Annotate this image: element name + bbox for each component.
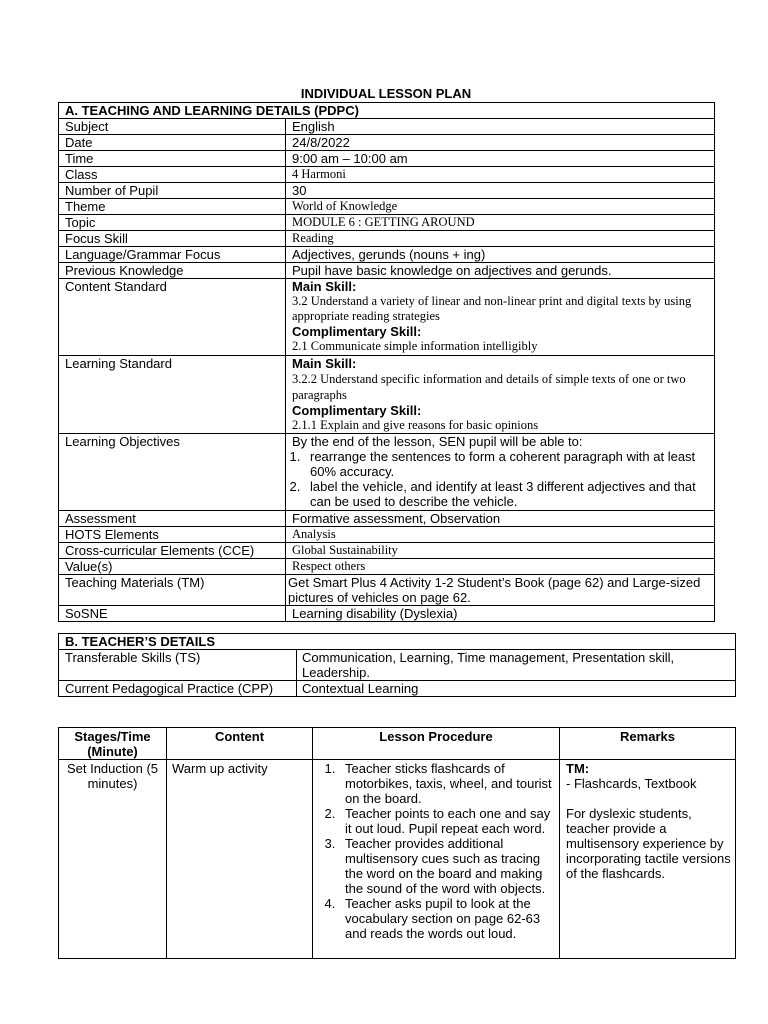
objective-item: 1. rearrange the sentences to form a coherent paragraph with at least 60% accuracy. xyxy=(304,449,714,479)
document-title: INDIVIDUAL LESSON PLAN xyxy=(300,86,472,101)
assessment-label: Assessment xyxy=(59,511,286,527)
content-comp-skill-text: 2.1 Communicate simple information intelligibly xyxy=(292,339,538,353)
procedure-header: Lesson Procedure xyxy=(313,728,560,760)
procedure-step: 2. Teacher points to each one and say it out loud. Pupil repeat each word. xyxy=(339,806,557,836)
previous-knowledge-value: Pupil have basic knowledge on adjectives and gerunds. xyxy=(286,263,715,279)
topic-label: Topic xyxy=(59,215,286,231)
remarks-header: Remarks xyxy=(560,728,736,760)
objective-item: 2. label the vehicle, and identify at least 3 different adjectives and that can be used to describe the vehicle. xyxy=(304,479,714,509)
learning-main-skill-text: 3.2.2 Understand specific information and details of simple texts of one or two paragraphs xyxy=(292,372,686,402)
time-value: 9:00 am – 10:00 am xyxy=(286,151,715,167)
previous-knowledge-label: Previous Knowledge xyxy=(59,263,286,279)
procedure-step: 3. Teacher provides additional multisensory cues such as tracing the word on the board and making the sound of the word with objects. xyxy=(339,836,557,896)
cpp-label: Current Pedagogical Practice (CPP) xyxy=(59,681,297,697)
class-value: 4 Harmoni xyxy=(286,167,715,183)
remarks-tm-heading: TM: xyxy=(566,761,590,776)
remarks-tm-text: - Flashcards, Textbook xyxy=(566,776,697,791)
topic-value: MODULE 6 : GETTING AROUND xyxy=(286,215,715,231)
date-value: 24/8/2022 xyxy=(286,135,715,151)
focus-skill-label: Focus Skill xyxy=(59,231,286,247)
section-b-heading: B. TEACHER’S DETAILS xyxy=(59,634,736,650)
grammar-focus-value: Adjectives, gerunds (nouns + ing) xyxy=(286,247,715,263)
lesson-procedure-table xyxy=(58,727,736,959)
learning-comp-skill-text: 2.1.1 Explain and give reasons for basic opinions xyxy=(292,418,539,432)
focus-skill-value: Reading xyxy=(286,231,715,247)
ts-value: Communication, Learning, Time management, Presentation skill, Leadership. xyxy=(297,650,736,681)
procedure-step: 4. Teacher asks pupil to look at the vocabulary section on page 62-63 and reads the words out loud. xyxy=(339,896,557,941)
learning-comp-skill-heading: Complimentary Skill: xyxy=(292,403,422,418)
teacher-details-table xyxy=(58,633,736,697)
pupils-value: 30 xyxy=(286,183,715,199)
subject-label: Subject xyxy=(59,119,286,135)
learning-main-skill-heading: Main Skill: xyxy=(292,356,357,371)
content-main-skill-text: 3.2 Understand a variety of linear and non-linear print and digital texts by using appropriate reading strategies xyxy=(292,294,692,323)
assessment-value: Formative assessment, Observation xyxy=(286,511,715,527)
theme-value: World of Knowledge xyxy=(286,199,715,215)
stage-cell: Set Induction (5 minutes) xyxy=(59,760,167,959)
teaching-details-table xyxy=(58,102,715,622)
materials-value: Get Smart Plus 4 Activity 1-2 Student’s Book (page 62) and Large-sized pictures of vehicles on page 62. xyxy=(286,575,715,606)
pupils-label: Number of Pupil xyxy=(59,183,286,199)
sosne-label: SoSNE xyxy=(59,606,286,622)
content-main-skill-heading: Main Skill: xyxy=(292,279,357,294)
learning-standard-value xyxy=(286,356,715,434)
learning-objectives-label: Learning Objectives xyxy=(59,434,286,511)
procedure-step: 1. Teacher sticks flashcards of motorbikes, taxis, wheel, and tourist on the board. xyxy=(339,761,557,806)
content-header: Content xyxy=(167,728,313,760)
grammar-focus-label: Language/Grammar Focus xyxy=(59,247,286,263)
theme-label: Theme xyxy=(59,199,286,215)
time-label: Time xyxy=(59,151,286,167)
subject-value: English xyxy=(286,119,715,135)
learning-standard-label: Learning Standard xyxy=(59,356,286,434)
learning-objectives-value xyxy=(286,434,715,511)
materials-label: Teaching Materials (TM) xyxy=(59,575,286,606)
ts-label: Transferable Skills (TS) xyxy=(59,650,297,681)
remarks-note: For dyslexic students, teacher provide a multisensory experience by incorporating tactile versions of the flashcards. xyxy=(566,806,731,881)
content-cell: Warm up activity xyxy=(167,760,313,959)
cce-value: Global Sustainability xyxy=(286,543,715,559)
values-label: Value(s) xyxy=(59,559,286,575)
content-standard-value xyxy=(286,279,715,356)
values-value: Respect others xyxy=(286,559,715,575)
sosne-value: Learning disability (Dyslexia) xyxy=(286,606,715,622)
procedure-cell xyxy=(313,760,560,959)
date-label: Date xyxy=(59,135,286,151)
cce-label: Cross-curricular Elements (CCE) xyxy=(59,543,286,559)
cpp-value: Contextual Learning xyxy=(297,681,736,697)
content-standard-label: Content Standard xyxy=(59,279,286,356)
objectives-intro: By the end of the lesson, SEN pupil will be able to: xyxy=(292,434,583,449)
hots-label: HOTS Elements xyxy=(59,527,286,543)
class-label: Class xyxy=(59,167,286,183)
section-a-heading: A. TEACHING AND LEARNING DETAILS (PDPC) xyxy=(59,103,715,119)
remarks-cell xyxy=(560,760,736,959)
hots-value: Analysis xyxy=(286,527,715,543)
stage-header: Stages/Time (Minute) xyxy=(59,728,167,760)
content-comp-skill-heading: Complimentary Skill: xyxy=(292,324,422,339)
